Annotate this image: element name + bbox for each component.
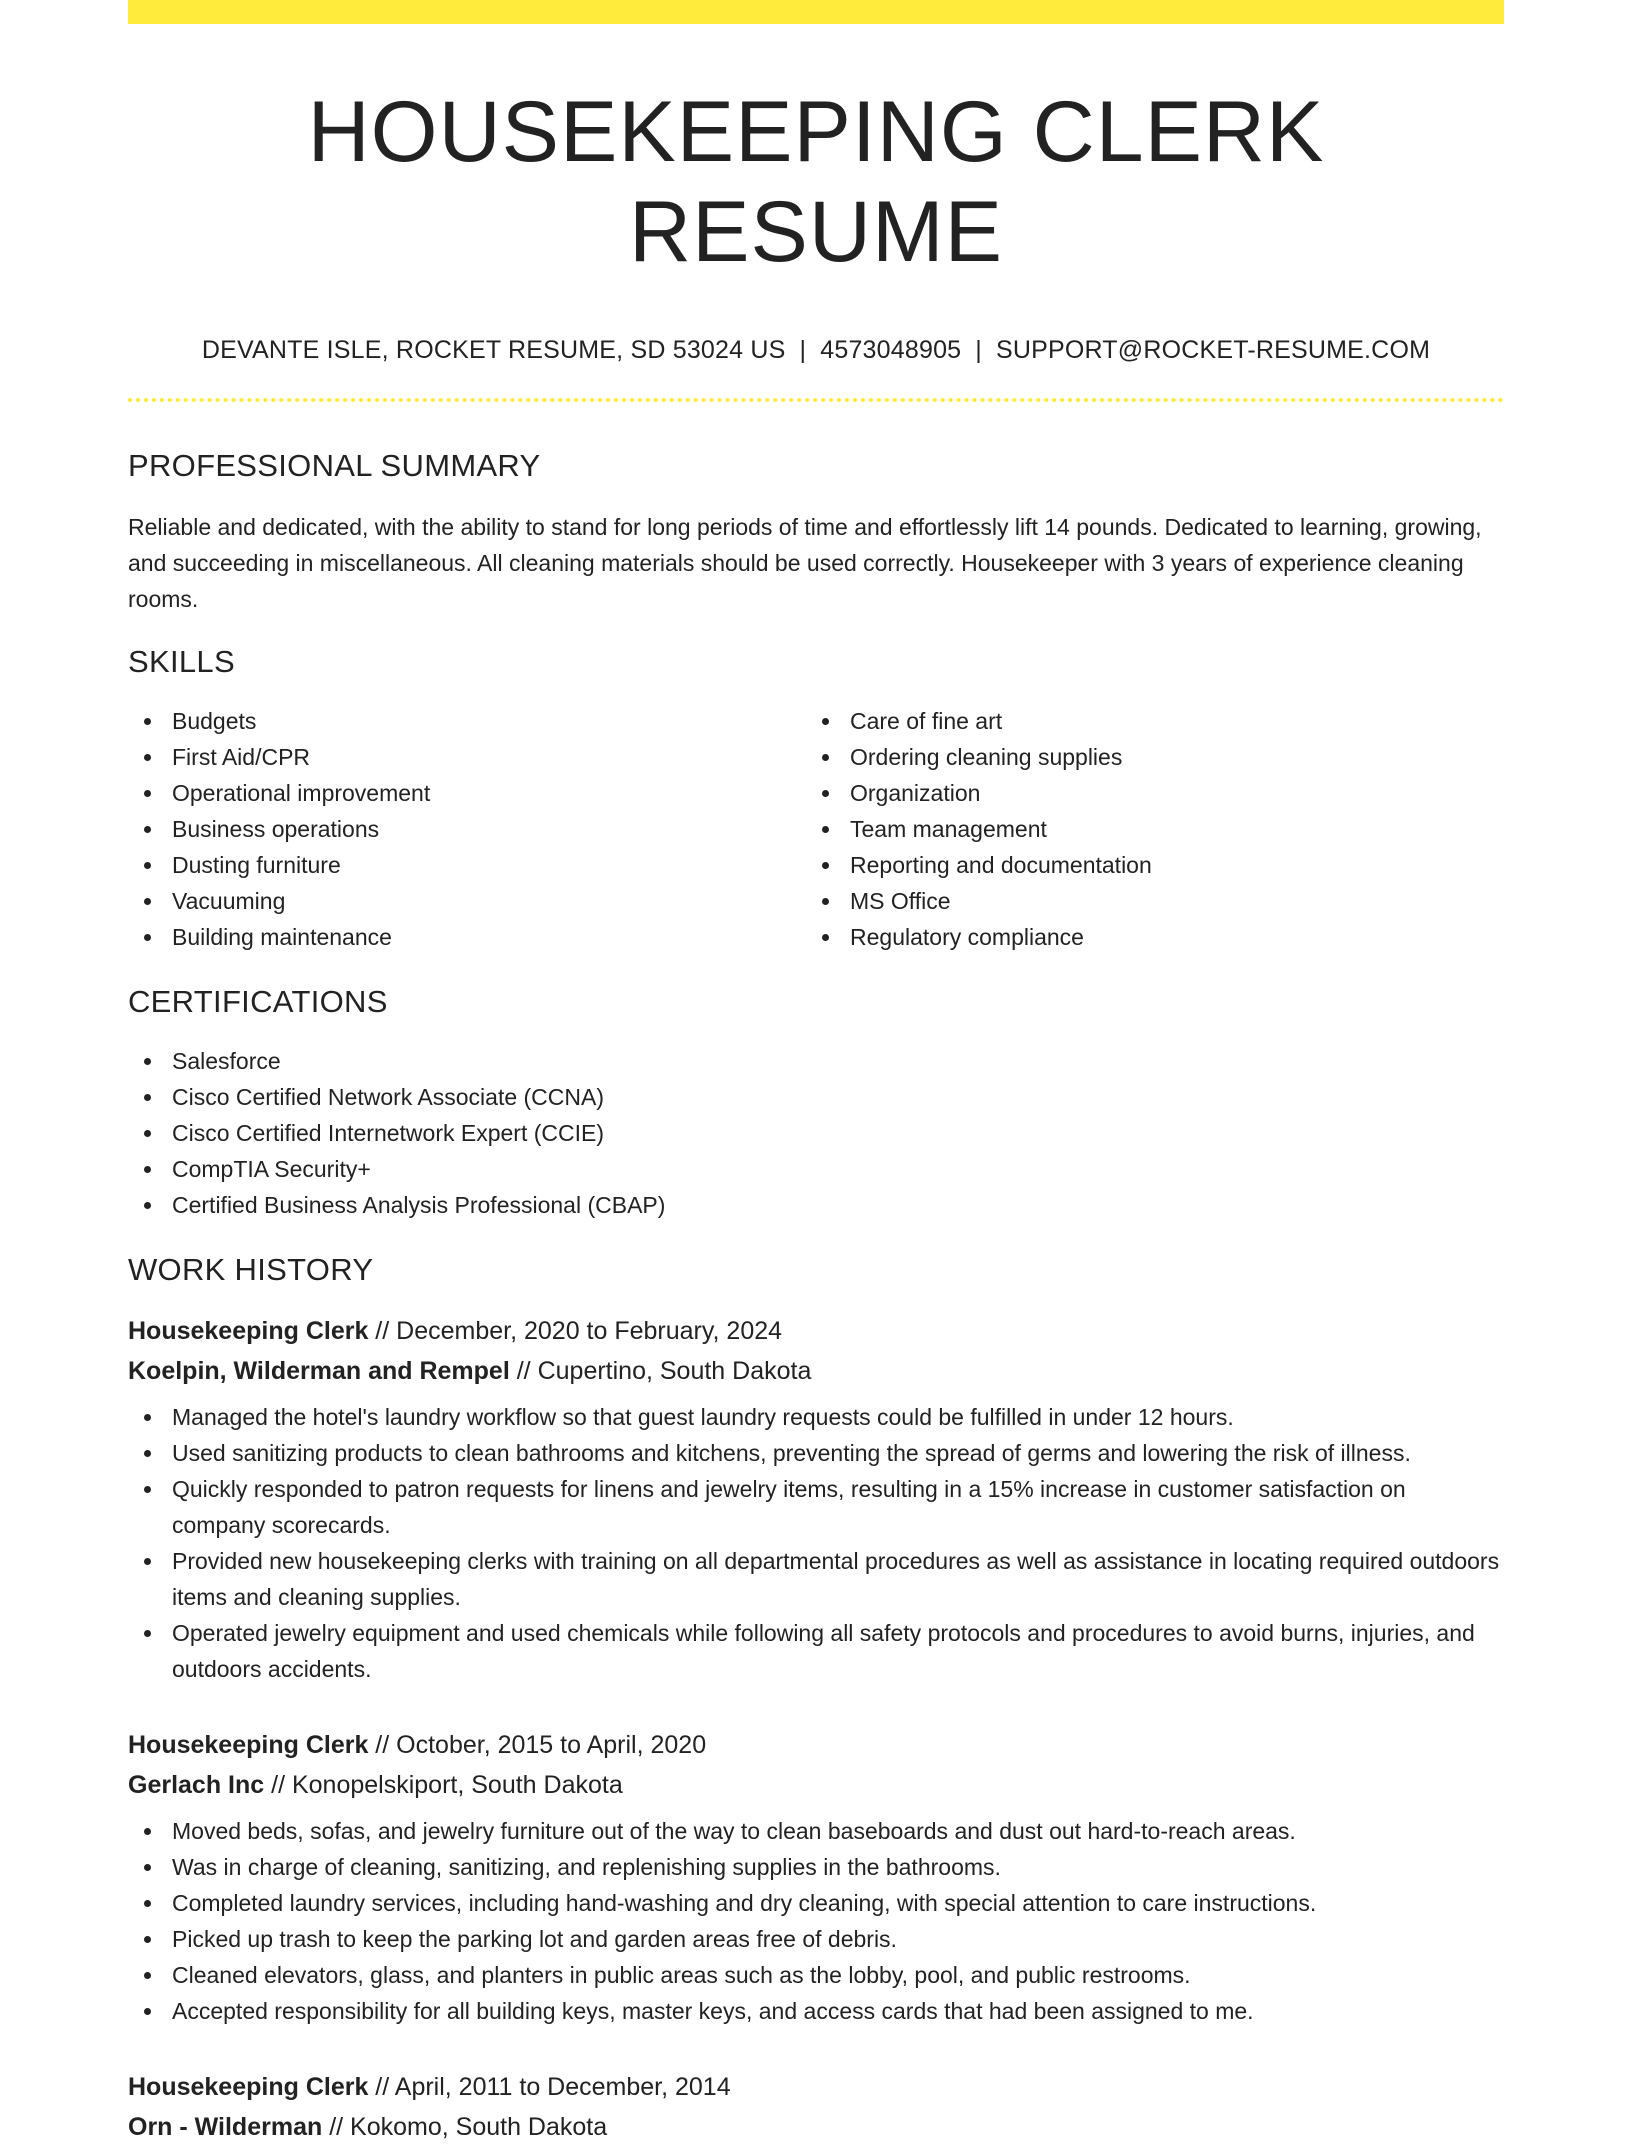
skill-item: Operational improvement bbox=[128, 775, 806, 811]
job-title: Housekeeping Clerk bbox=[128, 2073, 369, 2101]
job-delimiter: // bbox=[264, 1771, 292, 1799]
skill-item: Budgets bbox=[128, 703, 806, 739]
job-entry bbox=[128, 1311, 1504, 1687]
job-company: Koelpin, Wilderman and Rempel bbox=[128, 1357, 510, 1385]
job-company: Orn - Wilderman bbox=[128, 2113, 323, 2141]
certifications-list bbox=[128, 1043, 1504, 1223]
job-duty: Used sanitizing products to clean bathrooms and kitchens, preventing the spread of germs and lowering the risk of illness. bbox=[128, 1435, 1504, 1471]
job-delimiter: // bbox=[368, 2073, 395, 2101]
contact-email: SUPPORT@ROCKET-RESUME.COM bbox=[995, 336, 1431, 364]
contact-line bbox=[128, 334, 1504, 366]
certification-item: Salesforce bbox=[128, 1043, 1504, 1079]
skill-item: First Aid/CPR bbox=[128, 739, 806, 775]
skill-item: Care of fine art bbox=[806, 703, 1484, 739]
job-delimiter: // bbox=[322, 2113, 351, 2141]
skill-item: Vacuuming bbox=[128, 883, 806, 919]
job-title: Housekeeping Clerk bbox=[128, 1731, 369, 1759]
contact-separator: | bbox=[799, 336, 807, 364]
job-duty: Completed laundry services, including hand-washing and dry cleaning, with special attention to care instructions. bbox=[128, 1885, 1504, 1921]
job-title-line bbox=[128, 1725, 1504, 1765]
job-duties-list bbox=[128, 1813, 1504, 2029]
dotted-divider bbox=[128, 398, 1504, 402]
job-dates: December, 2020 to February, 2024 bbox=[396, 1317, 783, 1345]
skill-item: MS Office bbox=[806, 883, 1484, 919]
skill-item: Ordering cleaning supplies bbox=[806, 739, 1484, 775]
job-duty: Was in charge of cleaning, sanitizing, and replenishing supplies in the bathrooms. bbox=[128, 1849, 1504, 1885]
job-duties-list bbox=[128, 1399, 1504, 1687]
job-location: Konopelskiport, South Dakota bbox=[291, 1771, 623, 1799]
work-history-heading: WORK HISTORY bbox=[128, 1252, 374, 1287]
job-entry bbox=[128, 2067, 1504, 2147]
job-duty: Quickly responded to patron requests for linens and jewelry items, resulting in a 15% increase in customer satisfaction on company scorecards. bbox=[128, 1471, 1504, 1543]
skill-item: Business operations bbox=[128, 811, 806, 847]
skills-list-right bbox=[806, 703, 1484, 955]
job-duty: Operated jewelry equipment and used chemicals while following all safety protocols and procedures to avoid burns, injuries, and outdoors accidents. bbox=[128, 1615, 1504, 1687]
job-duty: Managed the hotel's laundry workflow so that guest laundry requests could be fulfilled in under 12 hours. bbox=[128, 1399, 1504, 1435]
job-location: Kokomo, South Dakota bbox=[350, 2113, 608, 2141]
skill-item: Regulatory compliance bbox=[806, 919, 1484, 955]
skill-item: Dusting furniture bbox=[128, 847, 806, 883]
job-delimiter: // bbox=[368, 1317, 397, 1345]
skills-list-left bbox=[128, 703, 806, 955]
job-entry bbox=[128, 1725, 1504, 2029]
job-duty: Accepted responsibility for all building keys, master keys, and access cards that had been assigned to me. bbox=[128, 1993, 1504, 2029]
certification-item: CompTIA Security+ bbox=[128, 1151, 1504, 1187]
job-title-line bbox=[128, 2067, 1504, 2107]
skill-item: Reporting and documentation bbox=[806, 847, 1484, 883]
job-dates: October, 2015 to April, 2020 bbox=[396, 1731, 707, 1759]
job-company-line bbox=[128, 2107, 1504, 2147]
job-dates: April, 2011 to December, 2014 bbox=[394, 2073, 731, 2101]
job-title: Housekeeping Clerk bbox=[128, 1317, 369, 1345]
job-location: Cupertino, South Dakota bbox=[537, 1357, 812, 1385]
job-title-line bbox=[128, 1311, 1504, 1351]
certification-item: Certified Business Analysis Professional (CBAP) bbox=[128, 1187, 1504, 1223]
resume-page bbox=[128, 0, 1504, 2147]
top-accent-bar bbox=[128, 0, 1504, 24]
contact-phone: 4573048905 bbox=[820, 336, 962, 364]
job-duty: Moved beds, sofas, and jewelry furniture out of the way to clean baseboards and dust out hard-to-reach areas. bbox=[128, 1813, 1504, 1849]
skills-columns bbox=[128, 703, 1504, 955]
job-duty: Picked up trash to keep the parking lot and garden areas free of debris. bbox=[128, 1921, 1504, 1957]
skills-heading: SKILLS bbox=[128, 644, 235, 679]
job-duty: Cleaned elevators, glass, and planters in public areas such as the lobby, pool, and public restrooms. bbox=[128, 1957, 1504, 1993]
job-delimiter: // bbox=[368, 1731, 397, 1759]
skill-item: Team management bbox=[806, 811, 1484, 847]
job-company: Gerlach Inc bbox=[128, 1771, 265, 1799]
skill-item: Building maintenance bbox=[128, 919, 806, 955]
resume-title: HOUSEKEEPING CLERK RESUME bbox=[307, 84, 1325, 280]
job-delimiter: // bbox=[509, 1357, 538, 1385]
certifications-heading: CERTIFICATIONS bbox=[128, 984, 388, 1019]
summary-heading: PROFESSIONAL SUMMARY bbox=[128, 448, 541, 483]
contact-address: DEVANTE ISLE, ROCKET RESUME, SD 53024 US bbox=[201, 336, 786, 364]
contact-separator: | bbox=[975, 336, 982, 364]
job-company-line bbox=[128, 1351, 1504, 1391]
certification-item: Cisco Certified Network Associate (CCNA) bbox=[128, 1079, 1504, 1115]
job-company-line bbox=[128, 1765, 1504, 1805]
job-duty: Provided new housekeeping clerks with training on all departmental procedures as well as assistance in locating required outdoors items and cleaning supplies. bbox=[128, 1543, 1504, 1615]
summary-text: Reliable and dedicated, with the ability to stand for long periods of time and effortlessly lift 14 pounds. Dedicated to learning, growing, and succeeding in miscellaneous. All cleaning materials should be used correctly. Housekeeper with 3 years of experience cleaning rooms. bbox=[128, 514, 1482, 612]
skill-item: Organization bbox=[806, 775, 1484, 811]
certification-item: Cisco Certified Internetwork Expert (CCIE) bbox=[128, 1115, 1504, 1151]
